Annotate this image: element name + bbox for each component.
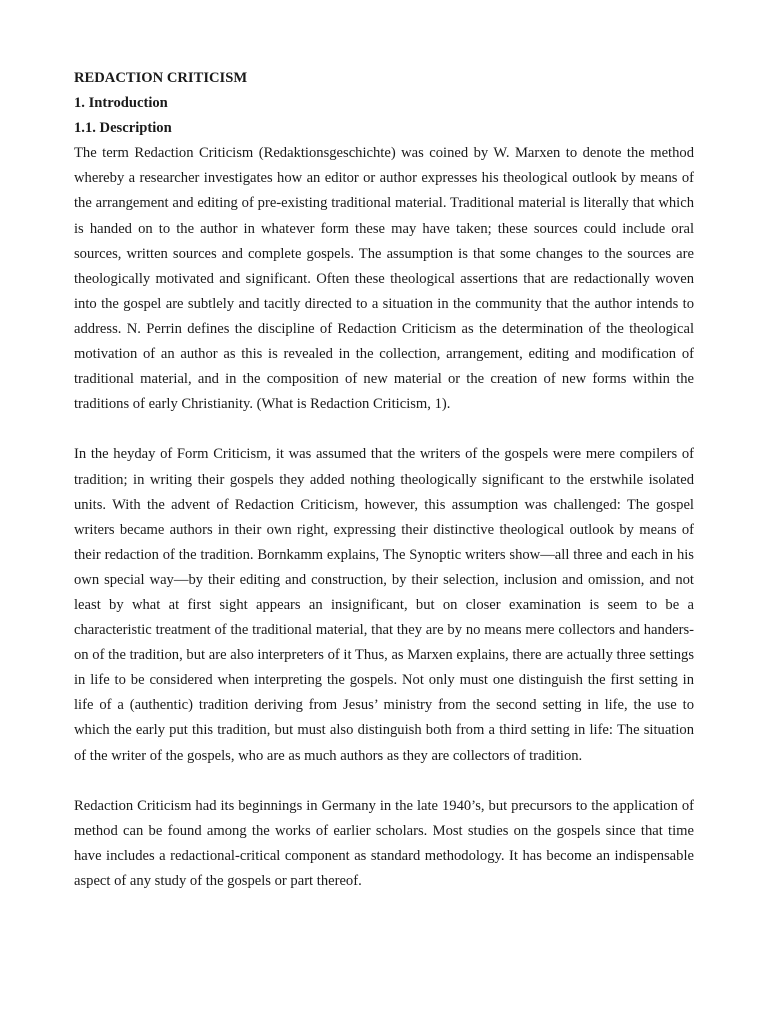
document-page: [74, 66, 694, 894]
paragraph-2: In the heyday of Form Criticism, it was assumed that the writers of the gospels were mere compilers of tradition; in writing their gospels they added nothing theologically significant to the erstwhile isolated units. With the advent of Redaction Criticism, however, this assumption was challenged: The gospel writers became authors in their own right, expressing their distinctive theological outlook by means of their redaction of the tradition. Bornkamm explains, The Synoptic writers show—all three and each in his own special way—by their editing and construction, by their selection, inclusion and omission, and not least by what at first sight appears an insignificant, but on closer examination is seem to be a characteristic treatment of the traditional material, that they are by no means mere collectors and handers-on of the tradition, but are also interpreters of it Thus, as Marxen explains, there are actually three settings in life to be considered when interpreting the gospels. Not only must one distinguish the first setting in life of a (authentic) tradition deriving from Jesus’ ministry from the second setting in life, the use to which the early put this tradition, but must also distinguish both from a third setting in life: The situation of the writer of the gospels, who are as much authors as they are collectors of tradition.: [74, 446, 694, 764]
paragraph-3: Redaction Criticism had its beginnings in Germany in the late 1940’s, but precursors to the application of method can be found among the works of earlier scholars. Most studies on the gospels since that time have includes a redactional-critical component as standard methodology. It has become an indispensable aspect of any study of the gospels or part thereof.: [74, 797, 694, 889]
document-title: REDACTION CRITICISM: [74, 70, 248, 86]
subsection-heading: 1.1. Description: [74, 120, 172, 137]
section-heading: 1. Introduction: [74, 95, 168, 112]
paragraph-1: The term Redaction Criticism (Redaktionsgeschichte) was coined by W. Marxen to denote the method whereby a researcher investigates how an editor or author expresses his theological outlook by means of the arrangement and editing of pre-existing traditional material. Traditional material is literally that which is handed on to the author in whatever form these may have taken; these sources could include oral sources, written sources and complete gospels. The assumption is that some changes to the sources are theologically motivated and significant. Often these theological assertions that are redactionally woven into the gospel are subtlely and tacitly directed to a situation in the community that the author intends to address. N. Perrin defines the discipline of Redaction Criticism as the determination of the theological motivation of an author as this is revealed in the collection, arrangement, editing and modification of traditional material, and in the composition of new material or the creation of new forms within the traditions of early Christianity. (What is Redaction Criticism, 1).: [74, 145, 694, 413]
